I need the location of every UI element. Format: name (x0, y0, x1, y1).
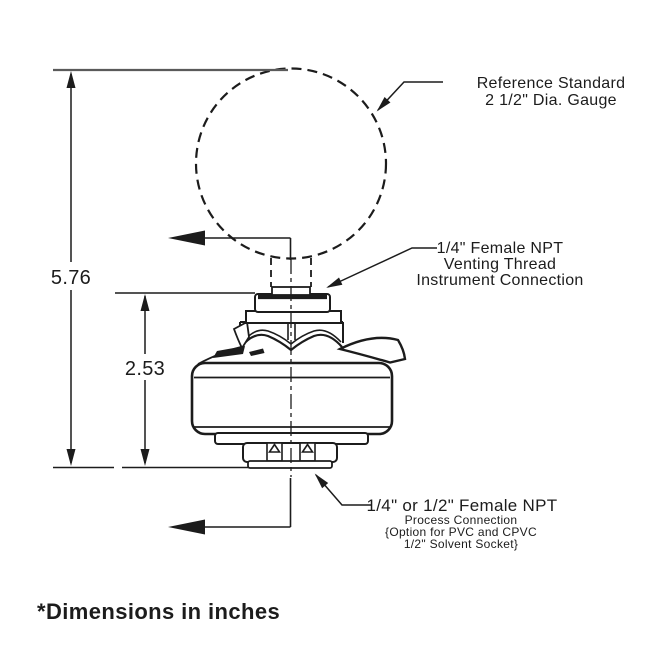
process-label-line2: Process Connection (404, 513, 518, 527)
overall-height-value: 5.76 (50, 267, 92, 289)
annotation-vent-instrument (328, 240, 584, 289)
logo-mark-stroke (213, 346, 245, 358)
units-footnote: *Dimensions in inches (37, 599, 281, 624)
process-label-line3: {Option for PVC and CPVC (385, 525, 537, 539)
process-connection-lip (248, 461, 332, 468)
weep-slot-right (300, 443, 315, 461)
body-logo-mark (213, 346, 265, 358)
guard-height-value: 2.53 (124, 358, 166, 380)
reference-gauge-label-line2: 2 1/2" Dia. Gauge (485, 92, 617, 109)
reference-gauge-label-line1: Reference Standard (476, 75, 626, 92)
left-arrow-icon (168, 231, 205, 246)
pointer-process-level (168, 478, 291, 535)
logo-mark-stroke (249, 349, 265, 357)
dimension-arrow-down (141, 449, 150, 466)
collar-wave-inner (243, 330, 341, 344)
collar-tab (340, 338, 405, 363)
collar-left-flare (234, 322, 249, 348)
vent-label-line3: Instrument Connection (416, 272, 584, 289)
vent-label-line1: 1/4" Female NPT (436, 240, 564, 257)
annotation-reference-gauge (378, 75, 625, 110)
gauge-guard-drawing (192, 259, 405, 477)
weep-slot-left (267, 443, 282, 461)
leader-line (316, 475, 371, 505)
vent-label-line2: Venting Thread (443, 256, 557, 273)
process-label-line1: 1/4" or 1/2" Female NPT (366, 496, 558, 515)
locking-collar (234, 322, 343, 350)
process-connection-boss (243, 443, 337, 462)
process-label-line4: 1/2" Solvent Socket} (403, 537, 519, 551)
dimension-arrow-down (67, 449, 76, 466)
dimension-arrow-up (67, 71, 76, 88)
left-arrow-icon (168, 520, 205, 535)
annotation-process-connection (316, 475, 557, 551)
leader-line (378, 82, 443, 110)
dimension-arrow-up (141, 294, 150, 311)
gauge-dial-dashed-circle (196, 69, 386, 259)
body-shell (192, 363, 392, 434)
